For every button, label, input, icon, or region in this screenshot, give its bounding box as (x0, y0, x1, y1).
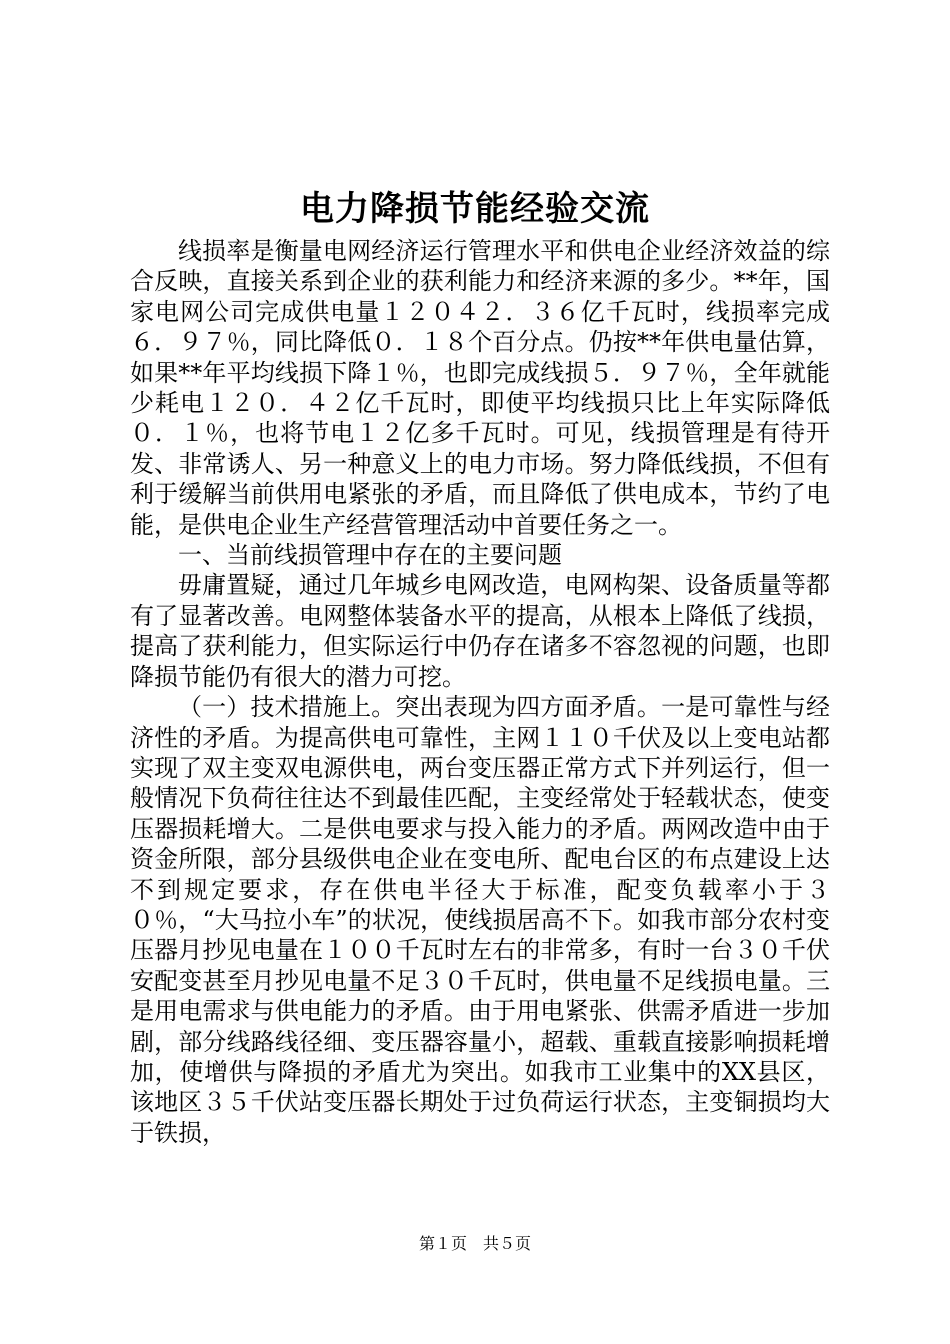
body-paragraph: 线损率是衡量电网经济运行管理水平和供电企业经济效益的综合反映，直接关系到企业的获利能力和经济来源的多少。**年，国家电网公司完成供电量１２０４２．３６亿千瓦时，线损率完成６．９７％，同比降低０．１８个百分点。仍按**年供电量估算，如果**年平均线损下降１％，也即完成线损５．９７％，全年就能少耗电１２０．４２亿千瓦时，即使平均线损只比上年实际降低０．１％，也将节电１２亿多千瓦时。可见，线损管理是有待开发、非常诱人、另一种意义上的电力市场。努力降低线损，不但有利于缓解当前供用电紧张的矛盾，而且降低了供电成本，节约了电能，是供电企业生产经营管理活动中首要任务之一。 (130, 237, 830, 539)
body-paragraph: 毋庸置疑，通过几年城乡电网改造，电网构架、设备质量等都有了显著改善。电网整体装备水平的提高，从根本上降低了线损，提高了获利能力，但实际运行中仍存在诸多不容忽视的问题，也即降损节能仍有很大的潜力可挖。 (130, 571, 830, 691)
body-paragraph: （一）技术措施上。突出表现为四方面矛盾。一是可靠性与经济性的矛盾。为提高供电可靠性，主网１１０千伏及以上变电站都实现了双主变双电源供电，两台变压器正常方式下并列运行，但一般情况下负荷往往达不到最佳匹配，主变经常处于轻载状态，使变压器损耗增大。二是供电要求与投入能力的矛盾。两网改造中由于资金所限，部分县级供电企业在变电所、配电台区的布点建设上达不到规定要求，存在供电半径大于标准，配变负载率小于３０％，“大马拉小车”的状况，使线损居高不下。如我市部分农村变压器月抄见电量在１００千瓦时左右的非常多，有时一台３０千伏安配变甚至月抄见电量不足３０千瓦时，供电量不足线损电量。三是用电需求与供电能力的矛盾。由于用电紧张、供需矛盾进一步加剧，部分线路线径细、变压器容量小，超载、重载直接影响损耗增加，使增供与降损的矛盾尤为突出。如我市工业集中的XX县区，该地区３５千伏站变压器长期处于过负荷运行状态，主变铜损均大于铁损， (130, 693, 830, 1147)
page-title: 电力降损节能经验交流 (300, 189, 650, 229)
document-body (130, 236, 830, 1148)
page-footer: 第１页 共５页 (418, 1234, 531, 1253)
section-heading: 一、当前线损管理中存在的主要问题 (178, 541, 562, 570)
